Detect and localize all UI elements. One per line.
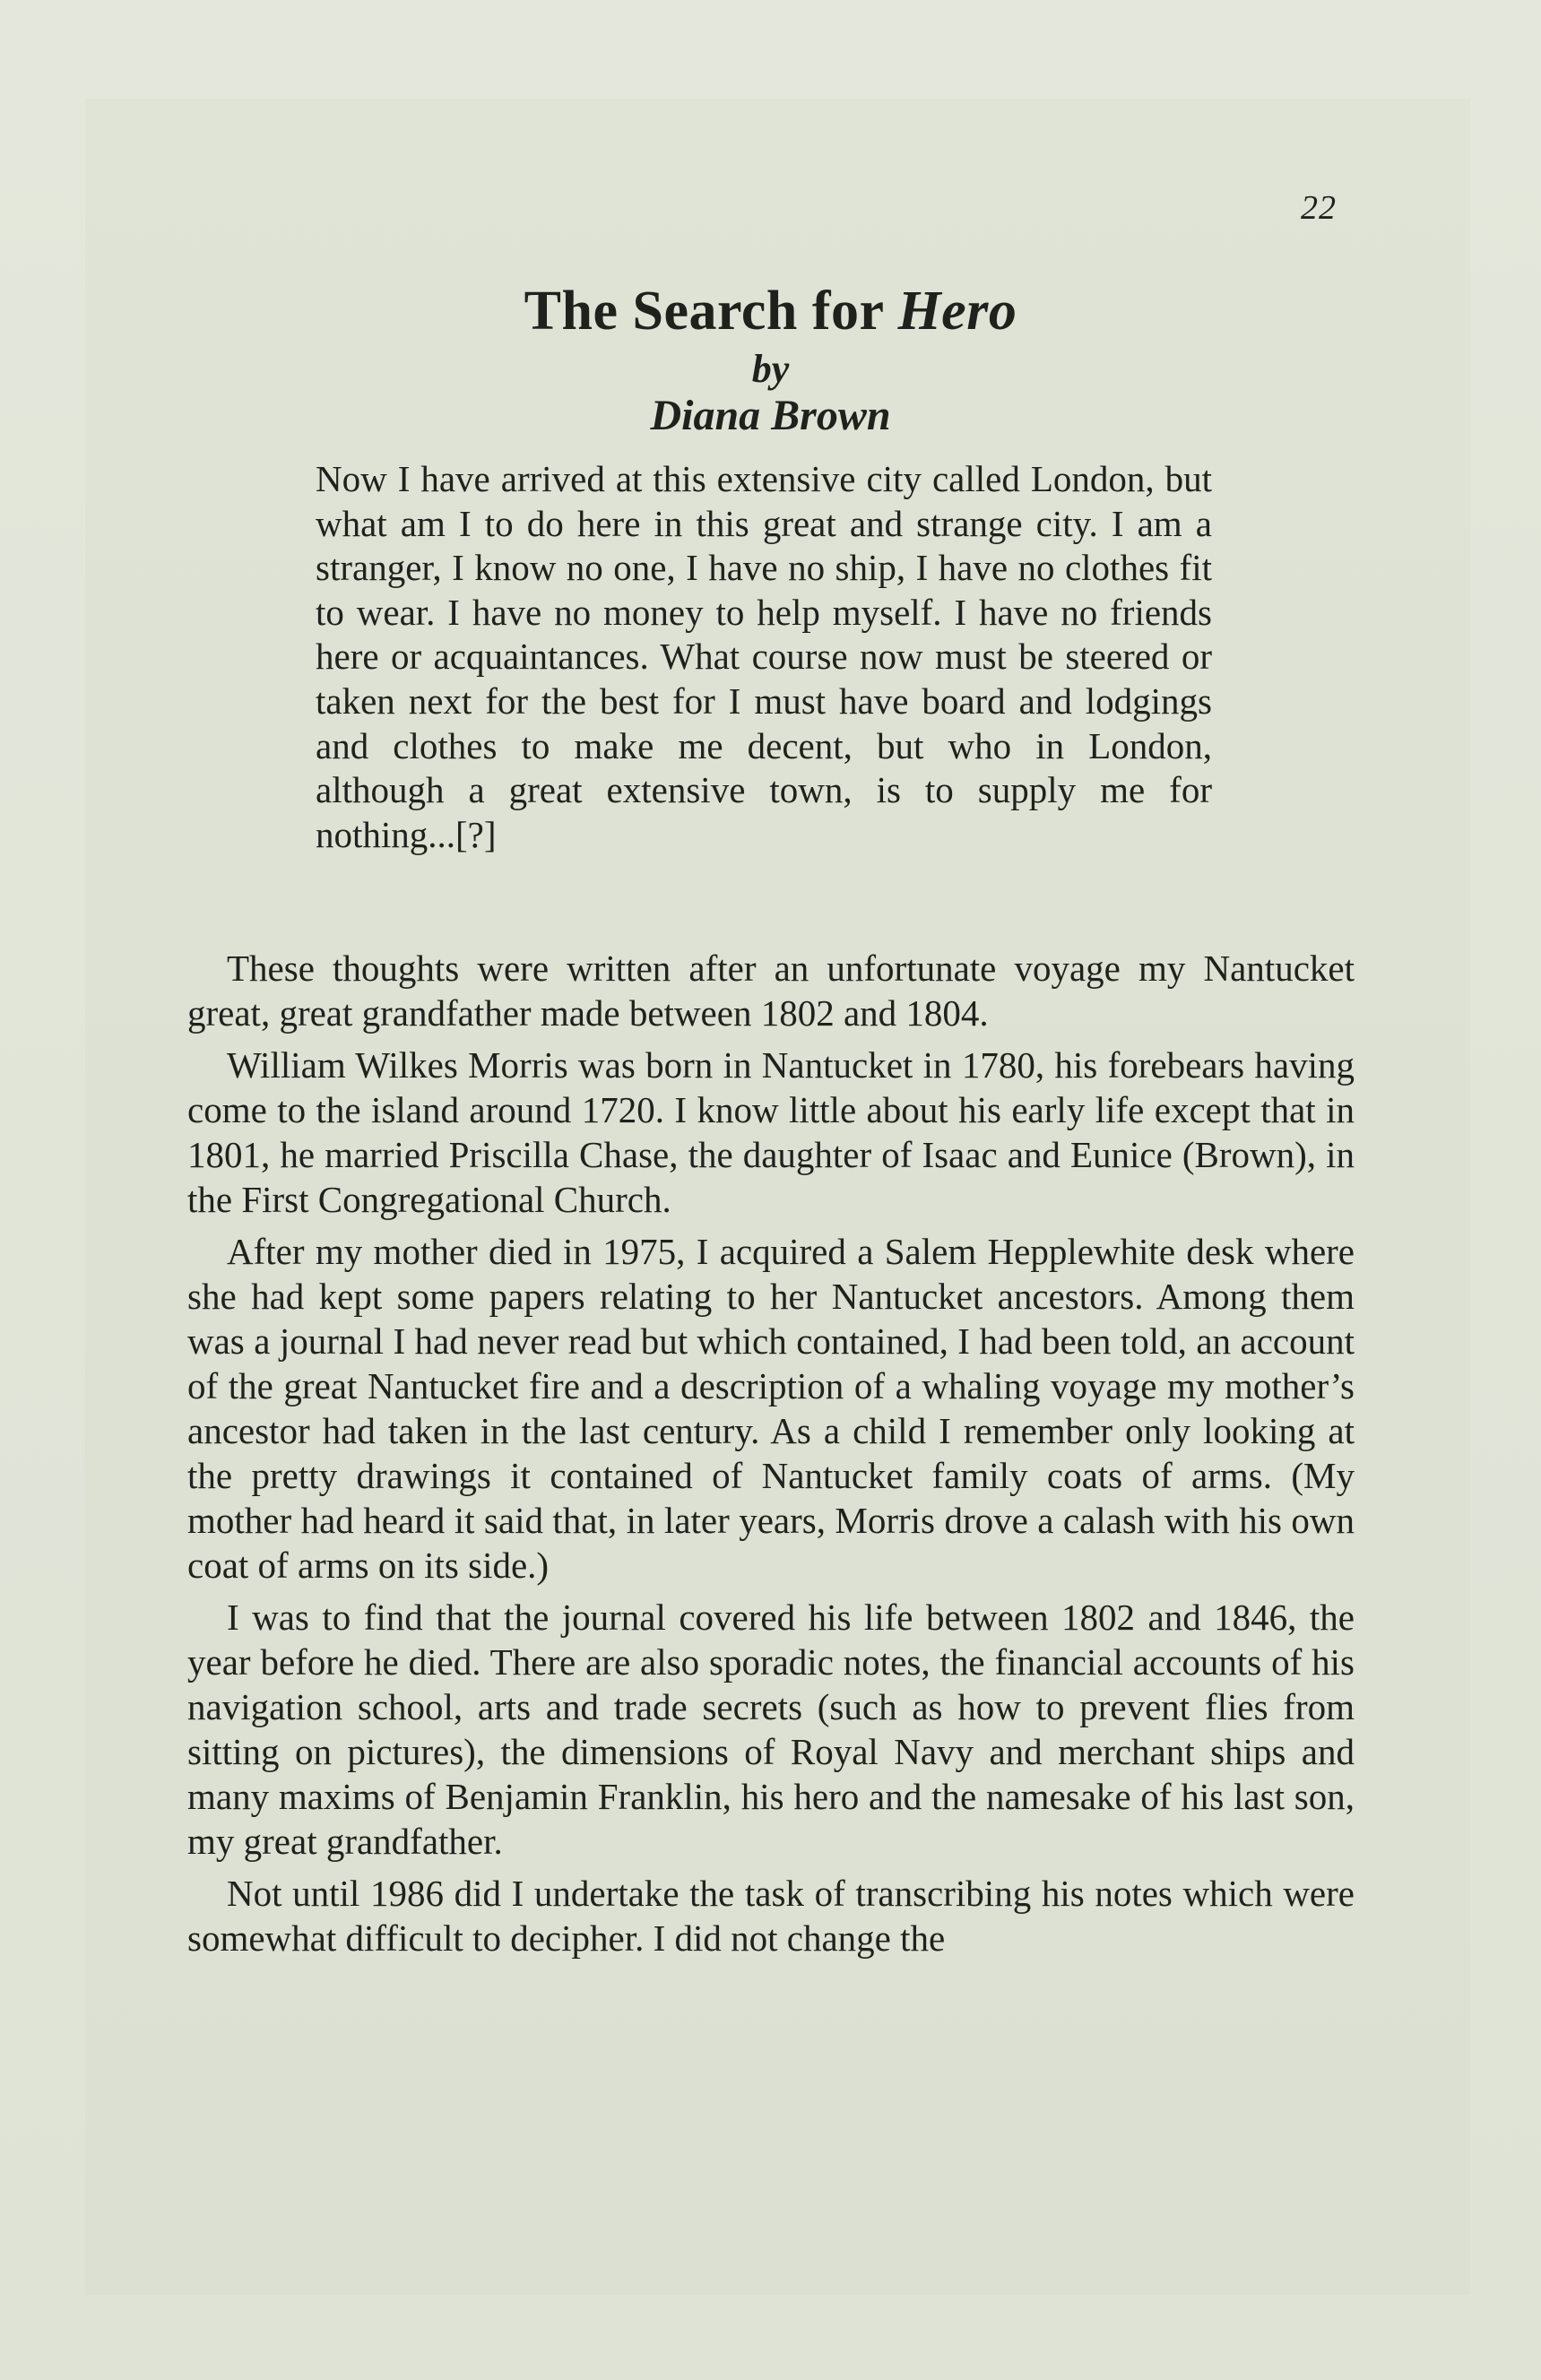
article-title-plain: The Search for bbox=[524, 281, 898, 342]
page-number: 22 bbox=[1301, 189, 1337, 227]
body-paragraph: After my mother died in 1975, I acquired a Salem Hepplewhite desk where she had kept some papers relating to her Nantucket ancestors. Among them was a journal I had never read but which contained, I had been told, an account of the great Nantucket fire and a description of a whaling voyage my mother’s ancestor had taken in the last century. As a child I remember only looking at the pretty drawings it contained of Nantucket family coats of arms. (My mother had heard it said that, in later years, Morris drove a calash with his own coat of arms on its side.) bbox=[187, 1231, 1355, 1586]
body-paragraph: I was to find that the journal covered his life between 1802 and 1846, the year before he died. There are also sporadic notes, the financial accounts of his navigation school, arts and trade secrets (such as how to prevent flies from sitting on pictures), the dimensions of Royal Navy and merchant ships and many maxims of Benjamin Franklin, his hero and the namesake of his last son, my great grandfather. bbox=[187, 1597, 1355, 1862]
body-paragraph: These thoughts were written after an unfortunate voyage my Nantucket great, great grandfather made between 1802 and 1804. bbox=[187, 948, 1355, 1034]
author-name: Diana Brown bbox=[650, 392, 891, 439]
block-quote bbox=[316, 457, 1212, 857]
article-title bbox=[0, 280, 1541, 343]
block-quote-text: Now I have arrived at this extensive city called London, but what am I to do here in this great and strange city. I am a stranger, I know no one, I have no ship, I have no clothes fit to wear. I have no money to help myself. I have no friends here or acquaintances. What course now must be steered or taken next for the best for I must have board and lodgings and clothes to make me decent, but who in London, although a great extensive town, is to supply me for nothing...[?] bbox=[316, 458, 1212, 855]
body-paragraph: Not until 1986 did I undertake the task of transcribing his notes which were somewhat difficult to decipher. I did not change the bbox=[187, 1873, 1355, 1959]
article-body bbox=[187, 946, 1355, 1968]
byline: by bbox=[751, 347, 790, 391]
body-paragraph: William Wilkes Morris was born in Nantucket in 1780, his forebears having come to the island around 1720. I know little about his early life except that in 1801, he married Priscilla Chase, the daughter of Isaac and Eunice (Brown), in the First Congregational Church. bbox=[187, 1044, 1355, 1220]
article-title-italic: Hero bbox=[897, 281, 1017, 342]
